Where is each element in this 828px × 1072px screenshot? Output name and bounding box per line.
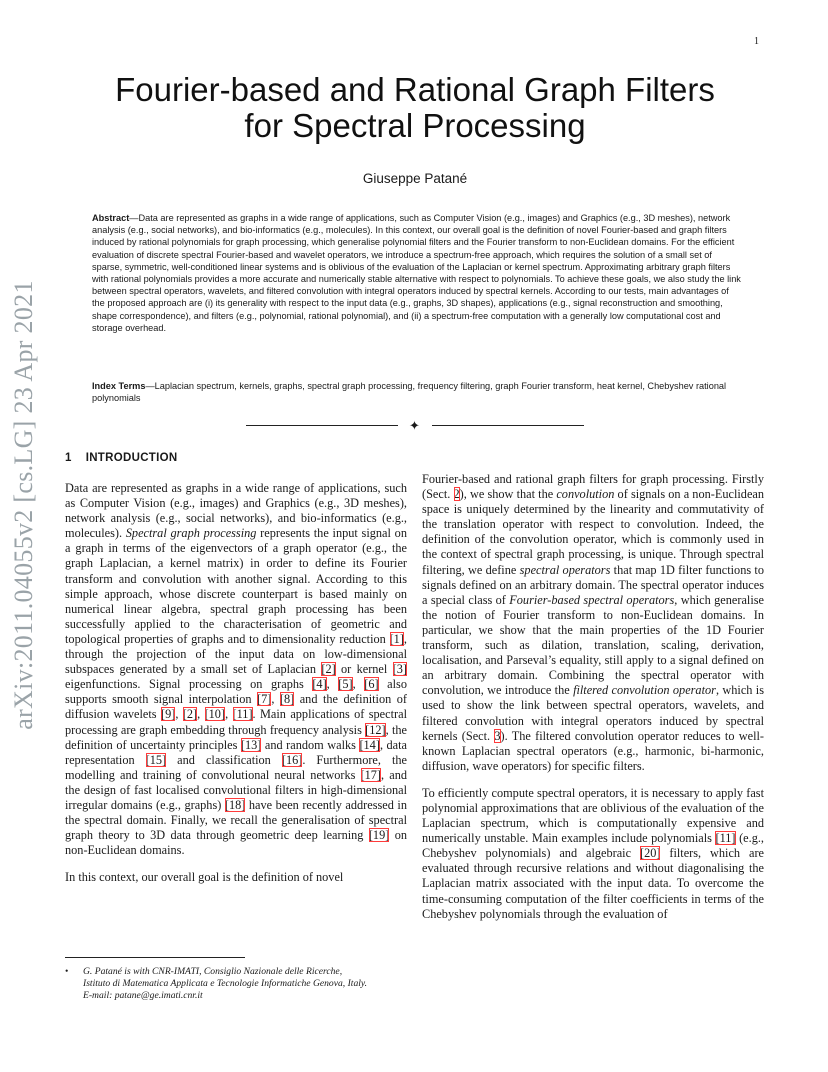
citation-link[interactable]: [18] <box>224 797 246 812</box>
text-run: , which generalise the notion of Fourier transform to non-Euclidean domains. In particular, we show that the main properties of the 1D Fourier transform, such as dilation, translation, scaling, derivation, localisation, and Parseval’s equality, still apply to a signal defined on an arbitrary domain. Combining the spectral operator with convolution, we introduce the <box>422 592 764 698</box>
citation-link[interactable]: [8] <box>279 692 295 707</box>
page-number: 1 <box>754 36 759 47</box>
text-run: , which is used to show the link between spectral operators, wavelets, and filtered convolution with integral operators induced by spectral kernels (Sect. <box>422 683 764 743</box>
abstract <box>92 212 742 334</box>
text-run: . Main applications of spectral processing are graph embedding through frequency analysis <box>65 707 407 737</box>
text-run: Data are represented as graphs in a wide range of applications, such as Computer Vision (e.g., images) and Graphics (e.g., 3D meshes), network analysis (e.g., social networks), and bio-informatics (e.g., molecules). <box>65 481 407 541</box>
citation-link[interactable]: [7] <box>257 692 272 707</box>
intro-paragraph-2: In this context, our overall goal is the definition of novel <box>65 870 344 885</box>
intro-paragraph-1 <box>65 481 407 858</box>
arxiv-identifier-stamp[interactable] <box>3 255 45 755</box>
text-run: and random walks <box>261 737 360 752</box>
text-run: , <box>271 692 280 707</box>
author-footnote <box>65 966 407 1003</box>
text-run: also supports smooth signal interpolation <box>65 677 407 707</box>
text-run: and the definition of diffusion wavelets <box>65 692 407 722</box>
citation-link[interactable]: [10] <box>204 707 226 722</box>
section-separator <box>246 418 584 436</box>
author-name: Giuseppe Patané <box>362 171 468 186</box>
citation-link[interactable]: [1] <box>389 631 404 646</box>
text-run: ), we show that the <box>459 487 557 502</box>
left-column <box>65 481 407 885</box>
text-run: represents the input signal on a graph in terms of the eigenvectors of a graph operator (e.g., the graph Laplacian, a kernel matrix) in order to define its Fourier transform and convolution with another signal. According to this simple approach, whose discrete counterpart is based mainly on numerical linear algebra, spectral graph processing has been successfully applied to the characterisation of geometric and topological properties of graphs and to dimensionality reduction <box>65 526 407 646</box>
text-run: Fourier-based and rational graph filters for graph processing. Firstly (Sect. <box>422 472 764 502</box>
citation-link[interactable]: [14] <box>359 737 380 752</box>
text-run: that map 1D filter functions to signals defined on an arbitrary domain. The spectral operator induces a special class of <box>422 562 764 607</box>
text-run: To efficiently compute spectral operators, it is necessary to apply fast polynomial approximations that are oblivious of the evaluation of the Laplacian spectrum, which is computationally expensive and numerically unstable. Main examples include polynomials <box>422 785 764 846</box>
text-run: ). The filtered convolution operator reduces to well-known Laplacian spectral operators (e.g., harmonic, bi-harmonic, diffusion, wave operators) for specific filters. <box>422 728 765 773</box>
text-run: , through the projection of the input data on low-dimensional subspaces generated by a small set of Laplacian <box>65 631 407 677</box>
citation-link[interactable]: [13] <box>240 737 262 752</box>
section-heading-introduction <box>65 452 177 464</box>
paper-title <box>70 72 760 144</box>
text-run: eigenfunctions. Signal processing on graphs <box>65 677 313 692</box>
citation-link[interactable]: [11] <box>715 831 736 846</box>
footnote-line: Istituto di Matematica Applicata e Tecnologie Informatiche Genova, Italy. <box>83 978 368 990</box>
emphasis-text: spectral operators <box>519 562 611 577</box>
footnote-email: E-mail: patane@ge.imati.cnr.it <box>83 990 203 1002</box>
text-run: , the definition of uncertainty principles <box>65 722 408 752</box>
arxiv-identifier-text: arXiv:2011.04055v2 [cs.LG] 23 Apr 2021 <box>9 280 38 730</box>
citation-link[interactable]: [9] <box>160 707 176 722</box>
title-line-2: for Spectral Processing <box>244 107 586 144</box>
footnote-bullet: • <box>65 966 69 977</box>
text-run: (e.g., Chebyshev polynomials) and algebraic <box>422 831 764 861</box>
abstract-label: Abstract <box>92 213 130 223</box>
citation-link[interactable]: [12] <box>365 722 386 737</box>
citation-link[interactable]: [11] <box>232 707 253 722</box>
text-run: , <box>225 707 233 722</box>
citation-link[interactable]: [15] <box>145 752 167 767</box>
section-link[interactable]: 2 <box>453 487 460 502</box>
index-terms <box>92 380 742 404</box>
intro-paragraph-3 <box>422 472 764 774</box>
separator-line-left <box>246 425 398 426</box>
citation-link[interactable]: [16] <box>281 752 303 767</box>
text-run: . Furthermore, the modelling and training of convolutional neural networks <box>65 752 407 782</box>
text-run: and classification <box>166 752 282 767</box>
emphasis-text: filtered convolution operator <box>573 683 716 698</box>
intro-paragraph-4 <box>422 786 764 922</box>
separator-line-right <box>432 425 584 426</box>
text-run: , <box>326 677 339 692</box>
citation-link[interactable]: [3] <box>392 662 407 677</box>
section-number: 1 <box>65 452 72 464</box>
text-run: , data representation <box>65 737 407 767</box>
citation-link[interactable]: [19] <box>368 828 390 843</box>
section-link[interactable]: 3 <box>494 728 501 743</box>
citation-link[interactable]: [2] <box>321 662 336 677</box>
index-terms-text: —Laplacian spectrum, kernels, graphs, spectral graph processing, frequency filtering, graph Fourier transform, heat kernel, Chebyshev rational polynomials <box>92 381 727 404</box>
text-run: or kernel <box>335 662 393 677</box>
separator-diamond-icon: ✦ <box>409 418 420 433</box>
text-run: , <box>352 677 365 692</box>
text-run: filters, which are evaluated through recursive relations and without diagonalising the Laplacian matrix associated with the input data. To overcome the time-consuming computation of the filter coefficients in terms of the Chebyshev polynomials through the evaluation of <box>422 846 764 921</box>
index-terms-label: Index Terms <box>92 381 146 391</box>
emphasis-text: Spectral graph processing <box>125 526 257 541</box>
citation-link[interactable]: [4] <box>312 677 327 692</box>
text-run: , <box>175 707 183 722</box>
text-run: , and the design of fast localised convolutional filters in high-dimensional irregular domains (e.g., graphs) <box>65 767 408 812</box>
right-column <box>422 472 764 922</box>
text-run: , <box>197 707 205 722</box>
section-title: INTRODUCTION <box>85 452 178 464</box>
text-run: have been recently addressed in the spectral domain. Finally, we recall the generalisation of spectral graph theory to 3D data through geometric deep learning <box>65 797 407 843</box>
title-line-1: Fourier-based and Rational Graph Filters <box>115 71 715 108</box>
citation-link[interactable]: [2] <box>182 707 198 722</box>
text-run: of signals on a non-Euclidean space is uniquely determined by the linearity and commutativity of the translation operator with respect to convolution. Indeed, the definition of the convolution operator, which is commonly used in the context of spectral graph processing, is unique. Through spectral filtering, we define <box>422 487 765 577</box>
citation-link[interactable]: [17] <box>360 767 382 782</box>
footnote-line: G. Patané is with CNR-IMATI, Consiglio Nazionale delle Ricerche, <box>83 966 343 977</box>
citation-link[interactable]: [5] <box>338 677 353 692</box>
citation-link[interactable]: [20] <box>639 846 661 861</box>
abstract-text: —Data are represented as graphs in a wide range of applications, such as Computer Vision (e.g., images) and Graphics (e.g., 3D meshes), network analysis (e.g., social networks), and bio-informatics (e.g., molecules). In this context, our overall goal is the definition of novel Fourier-based and graph filters induced by rational polynomials for graph processing, which generalise polynomial filters and the Fourier transform to non-Euclidean domains. For the efficient evaluation of discrete spectral Fourier-based and wavelet operators, we introduce a spectrum-free approach, which requires the solution of a small set of sparse, symmetric, well-conditioned linear systems and is oblivious of the evaluation of the Laplacian or kernel spectrum. Approximating arbitrary graph filters with rational polynomials provides a more accurate and numerically stable alternative with respect to polynomials. To achieve these goals, we also study the link between spectral operators, wavelets, and filtered convolution with integral operators induced by spectral kernels. According to our tests, main advantages of the proposed approach are (i) its generality with respect to the input data (e.g., graphs, 3D shapes), applications (e.g., signal reconstruction and smoothing, shape correspondence), and filters (e.g., polynomial, rational polynomial), and (ii) a spectrum-free computation with a generally low computational cost and storage overhead. <box>92 213 741 333</box>
emphasis-text: Fourier-based spectral operators <box>509 592 675 607</box>
emphasis-text: convolution <box>556 487 615 502</box>
text-run: on non-Euclidean domains. <box>65 828 408 858</box>
citation-link[interactable]: [6] <box>364 677 379 692</box>
footnote-rule <box>65 957 245 958</box>
